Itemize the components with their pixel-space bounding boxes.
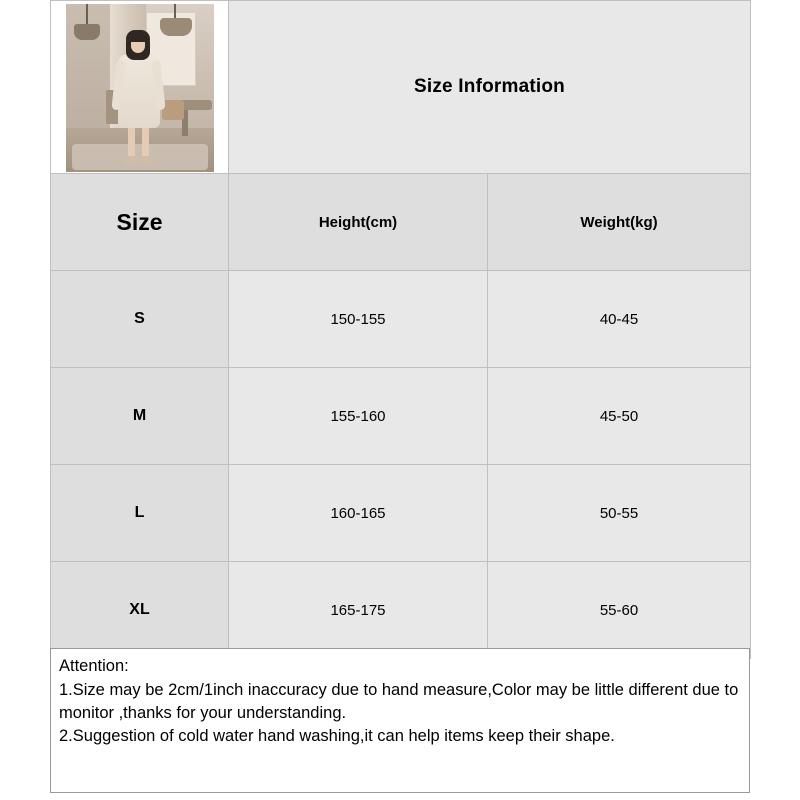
- cell-height: 160-165: [229, 465, 488, 562]
- table-row: [51, 368, 751, 465]
- cell-height: 165-175: [229, 562, 488, 659]
- cell-weight: 40-45: [488, 271, 751, 368]
- page-title: Size Information: [229, 1, 751, 174]
- attention-heading: Attention:: [59, 657, 129, 675]
- size-information-table: [50, 0, 751, 659]
- table-header-photo-row: [51, 1, 751, 174]
- attention-box: [50, 648, 750, 793]
- column-header-weight: Weight(kg): [488, 174, 751, 271]
- attention-line-1: 1.Size may be 2cm/1inch inaccuracy due to hand measure,Color may be little different due to monitor ,thanks for your understanding.: [59, 681, 739, 722]
- cell-size: S: [51, 271, 229, 368]
- cell-size: L: [51, 465, 229, 562]
- cell-height: 155-160: [229, 368, 488, 465]
- cell-size: M: [51, 368, 229, 465]
- attention-line-2: 2.Suggestion of cold water hand washing,it can help items keep their shape.: [59, 727, 615, 745]
- cell-weight: 45-50: [488, 368, 751, 465]
- product-photo-cell: [51, 1, 229, 174]
- table-row: [51, 562, 751, 659]
- table-row: [51, 465, 751, 562]
- column-header-height: Height(cm): [229, 174, 488, 271]
- table-row: [51, 271, 751, 368]
- cell-weight: 50-55: [488, 465, 751, 562]
- table-column-header-row: [51, 174, 751, 271]
- column-header-size: Size: [51, 174, 229, 271]
- model-photo: [66, 4, 214, 172]
- cell-weight: 55-60: [488, 562, 751, 659]
- cell-size: XL: [51, 562, 229, 659]
- cell-height: 150-155: [229, 271, 488, 368]
